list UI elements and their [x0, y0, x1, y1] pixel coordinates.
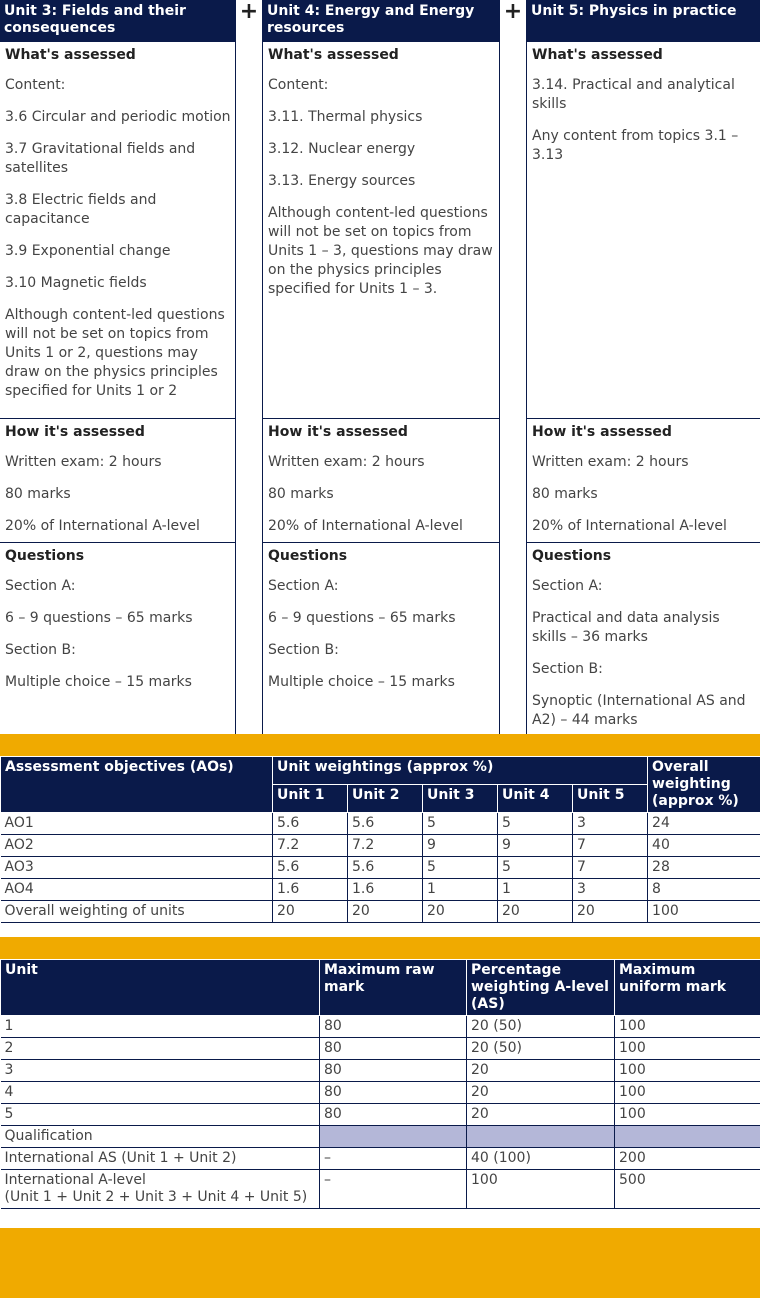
cell: 40 (100)	[467, 1148, 615, 1170]
unit-5-title: Unit 5: Physics in practice	[527, 0, 760, 42]
plus-icon: +	[239, 0, 259, 24]
how-line: 80 marks	[532, 486, 598, 502]
how-line: Written exam: 2 hours	[5, 454, 162, 470]
accent-band	[0, 1228, 760, 1298]
unit-weightings-header: Unit weightings (approx %)	[273, 757, 648, 785]
cell: 100	[648, 901, 760, 923]
question-line: Section A:	[5, 578, 76, 594]
cell: International A-level (Unit 1 + Unit 2 + Unit 3 + Unit 4 + Unit 5)	[1, 1170, 320, 1209]
cell: 5.6	[348, 813, 423, 835]
question-line: Section B:	[532, 661, 603, 677]
unit-3-title: Unit 3: Fields and their consequences	[0, 0, 235, 42]
table-row	[1, 813, 760, 835]
cell: 1.6	[273, 879, 348, 901]
cell: 28	[648, 857, 760, 879]
cell: 8	[648, 879, 760, 901]
cell: –	[320, 1148, 467, 1170]
cell: 200	[615, 1148, 760, 1170]
cell: 20 (50)	[467, 1038, 615, 1060]
content-line: 3.6 Circular and periodic motion	[5, 109, 231, 125]
content-line: 3.10 Magnetic fields	[5, 275, 147, 291]
question-line: Synoptic (International AS and A2) – 44 marks	[532, 693, 746, 728]
question-line: Multiple choice – 15 marks	[5, 674, 192, 690]
content-line: Content:	[268, 77, 329, 93]
unit-3-questions	[0, 542, 235, 734]
unit-4-title: Unit 4: Energy and Energy resources	[263, 0, 499, 42]
percentage-header: Percentage weighting A-level (AS)	[467, 960, 615, 1016]
section-title: What's assessed	[5, 47, 136, 63]
table-row	[1, 1170, 760, 1209]
cell: 100	[615, 1104, 760, 1126]
how-line: Written exam: 2 hours	[532, 454, 689, 470]
table-row	[1, 901, 760, 923]
row-label: AO2	[1, 835, 273, 857]
ao-header: Assessment objectives (AOs)	[1, 757, 273, 813]
uniform-mark-header: Maximum uniform mark	[615, 960, 760, 1016]
cell: 5	[498, 813, 573, 835]
question-line: Section A:	[532, 578, 603, 594]
cell: 5.6	[273, 857, 348, 879]
cell: 1	[498, 879, 573, 901]
content-line: 3.13. Energy sources	[268, 173, 416, 189]
table-row	[1, 879, 760, 901]
section-title: How it's assessed	[532, 424, 672, 440]
unit-header: Unit 1	[273, 785, 348, 813]
cell: 20 (50)	[467, 1016, 615, 1038]
shaded-cell	[320, 1126, 467, 1148]
unit-4-questions	[263, 542, 499, 734]
cell: 5	[423, 857, 498, 879]
cell: 500	[615, 1170, 760, 1209]
cell: 20	[273, 901, 348, 923]
row-label: AO4	[1, 879, 273, 901]
content-line: 3.12. Nuclear energy	[268, 141, 416, 157]
section-title: Questions	[268, 548, 348, 564]
cell: 7	[573, 857, 648, 879]
question-line: 6 – 9 questions – 65 marks	[5, 610, 193, 626]
unit-5-questions	[527, 542, 760, 734]
section-title: Questions	[532, 548, 612, 564]
cell: 80	[320, 1038, 467, 1060]
overall-weighting-header: Overall weighting (approx %)	[648, 757, 760, 813]
content-line: 3.11. Thermal physics	[268, 109, 423, 125]
cell: 5.6	[348, 857, 423, 879]
content-line: Although content-led questions will not be set on topics from Units 1 or 2, questions may draw on the physics principles specified for Units 1 or 2	[5, 307, 225, 399]
cell: 7.2	[348, 835, 423, 857]
how-line: 20% of International A-level	[268, 518, 463, 534]
cell: 3	[1, 1060, 320, 1082]
row-label: AO3	[1, 857, 273, 879]
unit-header: Unit 2	[348, 785, 423, 813]
unit-3-column	[0, 0, 236, 734]
cell: 1	[423, 879, 498, 901]
cell: 100	[615, 1038, 760, 1060]
table-row	[1, 857, 760, 879]
unit-header: Unit 4	[498, 785, 573, 813]
unit-header: Unit 5	[573, 785, 648, 813]
unit-5-whats-assessed	[527, 42, 760, 418]
cell: 5	[423, 813, 498, 835]
question-line: Multiple choice – 15 marks	[268, 674, 455, 690]
cell: 5	[498, 857, 573, 879]
qualification-row	[1, 1126, 760, 1148]
unit-header: Unit	[1, 960, 320, 1016]
how-line: 20% of International A-level	[532, 518, 727, 534]
content-line: Content:	[5, 77, 66, 93]
cell: 7	[573, 835, 648, 857]
cell: 100	[467, 1170, 615, 1209]
row-label: AO1	[1, 813, 273, 835]
content-line: 3.9 Exponential change	[5, 243, 171, 259]
shaded-cell	[615, 1126, 760, 1148]
question-line: Section B:	[5, 642, 76, 658]
cell: 40	[648, 835, 760, 857]
table-row	[1, 1016, 760, 1038]
qualification-label: Qualification	[1, 1126, 320, 1148]
question-line: 6 – 9 questions – 65 marks	[268, 610, 456, 626]
section-title: Questions	[5, 548, 85, 564]
unit-5-column	[526, 0, 760, 734]
cell: 20	[498, 901, 573, 923]
how-line: Written exam: 2 hours	[268, 454, 425, 470]
cell: 80	[320, 1016, 467, 1038]
table-row	[1, 835, 760, 857]
cell: 100	[615, 1016, 760, 1038]
cell: 20	[348, 901, 423, 923]
cell: 1	[1, 1016, 320, 1038]
question-line: Section B:	[268, 642, 339, 658]
how-line: 80 marks	[5, 486, 71, 502]
cell: 3	[573, 879, 648, 901]
accent-band	[0, 734, 760, 756]
plus-icon: +	[503, 0, 523, 24]
cell: –	[320, 1170, 467, 1209]
cell: 100	[615, 1060, 760, 1082]
table-row	[1, 1060, 760, 1082]
cell: 80	[320, 1082, 467, 1104]
cell: 5.6	[273, 813, 348, 835]
table-row	[1, 1038, 760, 1060]
how-line: 20% of International A-level	[5, 518, 200, 534]
content-line: 3.14. Practical and analytical skills	[532, 77, 735, 112]
content-line: 3.7 Gravitational fields and satellites	[5, 141, 196, 176]
table-row	[1, 1082, 760, 1104]
cell: 20	[573, 901, 648, 923]
unit-3-how-assessed	[0, 418, 235, 542]
cell: 20	[423, 901, 498, 923]
section-title: How it's assessed	[268, 424, 408, 440]
cell: 20	[467, 1082, 615, 1104]
unit-header: Unit 3	[423, 785, 498, 813]
cell: 100	[615, 1082, 760, 1104]
cell: International AS (Unit 1 + Unit 2)	[1, 1148, 320, 1170]
accent-band	[0, 937, 760, 959]
cell: 3	[573, 813, 648, 835]
question-line: Practical and data analysis skills – 36 marks	[532, 610, 720, 645]
table-row	[1, 1148, 760, 1170]
unit-3-whats-assessed	[0, 42, 235, 418]
row-label: Overall weighting of units	[1, 901, 273, 923]
marks-table	[0, 959, 760, 1209]
question-line: Section A:	[268, 578, 339, 594]
unit-4-whats-assessed	[263, 42, 499, 418]
cell: 9	[423, 835, 498, 857]
section-title: What's assessed	[268, 47, 399, 63]
content-line: Any content from topics 3.1 – 3.13	[532, 128, 739, 163]
cell: 5	[1, 1104, 320, 1126]
cell: 20	[467, 1104, 615, 1126]
content-line: Although content-led questions will not be set on topics from Units 1 – 3, questions may draw on the physics principles specified for Units 1 – 3.	[268, 205, 493, 297]
cell: 2	[1, 1038, 320, 1060]
cell: 80	[320, 1104, 467, 1126]
cell: 7.2	[273, 835, 348, 857]
section-title: What's assessed	[532, 47, 663, 63]
raw-mark-header: Maximum raw mark	[320, 960, 467, 1016]
unit-5-how-assessed	[527, 418, 760, 542]
cell: 4	[1, 1082, 320, 1104]
how-line: 80 marks	[268, 486, 334, 502]
cell: 1.6	[348, 879, 423, 901]
cell: 20	[467, 1060, 615, 1082]
content-line: 3.8 Electric fields and capacitance	[5, 192, 157, 227]
cell: 80	[320, 1060, 467, 1082]
section-title: How it's assessed	[5, 424, 145, 440]
shaded-cell	[467, 1126, 615, 1148]
table-row	[1, 1104, 760, 1126]
cell: 24	[648, 813, 760, 835]
unit-4-column	[262, 0, 500, 734]
assessment-objectives-table	[0, 756, 760, 923]
cell: 9	[498, 835, 573, 857]
unit-4-how-assessed	[263, 418, 499, 542]
